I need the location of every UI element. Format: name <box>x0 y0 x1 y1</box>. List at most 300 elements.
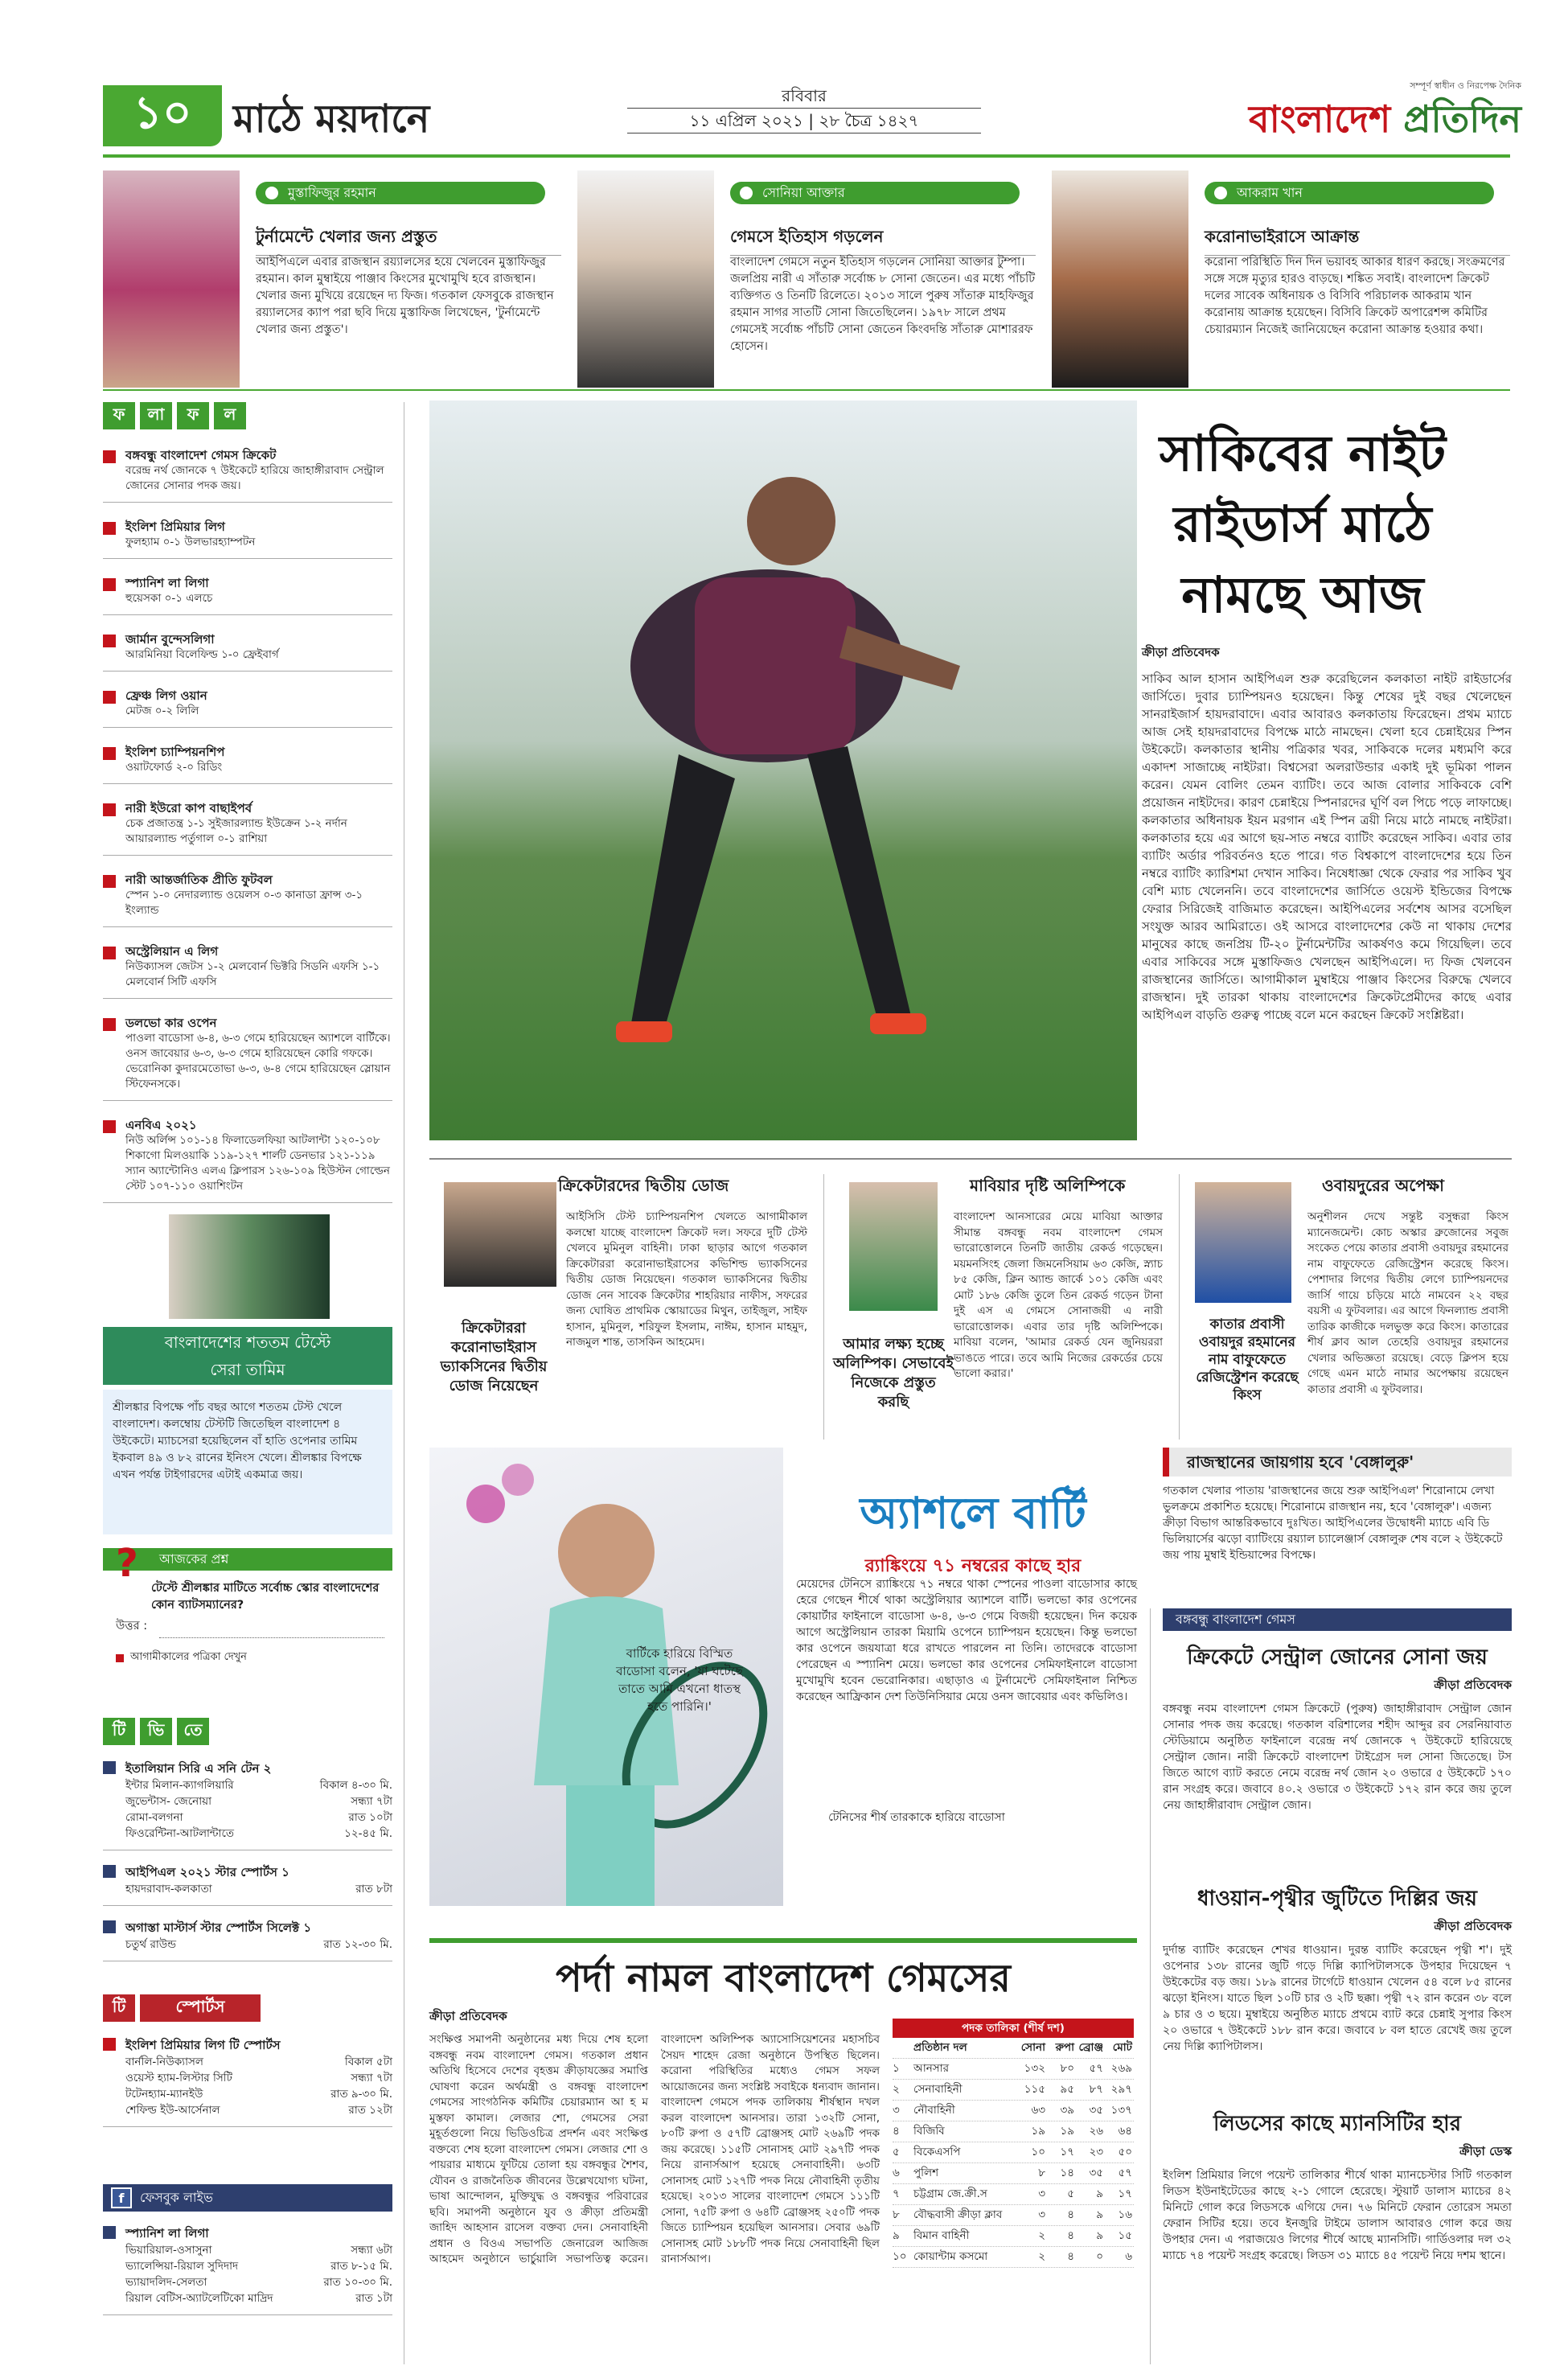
listing-content <box>125 2036 392 2118</box>
result-body: পাওলা বাডোসা ৬-৪, ৬-৩ গেমে হারিয়েছেন অ্যাশলে বার্টিকে। ওনস জাবেয়ার ৬-৩, ৬-৩ গেমে হারিয়েছেন কোরি গফকে। ভেরোনিকা কুদারমেতোভা ৬-৩, ৬-৪ গেমে হারিয়েছেন স্লোয়ান স্টিফেনসকে। <box>125 1032 391 1090</box>
listing-event: ভিয়ারিয়াল-ওসাসুনা <box>125 2244 212 2257</box>
medal-value: ১৫ <box>1118 2229 1132 2242</box>
listing-title: ইংলিশ প্রিমিয়ার লিগ টি স্পোর্টস <box>125 2038 281 2052</box>
results-column <box>103 402 392 1210</box>
medal-value: ১৭ <box>1060 2146 1074 2158</box>
logo-name: বাংলাদেশ প্রতিদিন <box>1248 97 1521 141</box>
date-label: ১১ এপ্রিল ২০২১ | ২৮ চৈত্র ১৪২৭ <box>627 108 981 133</box>
barty-subhead: র‌্যাঙ্কিংয়ে ৭১ নম্বরের কাছে হার <box>864 1556 1082 1576</box>
listing-time: রাত ১০-৩০ মি. <box>323 2276 392 2289</box>
listing-time: রাত ১০টা <box>348 1811 392 1824</box>
medal-value: ৯ <box>1096 2208 1103 2221</box>
listing-title: ইতালিয়ান সিরি এ সনি টেন ২ <box>125 1761 272 1776</box>
result-body: স্পেন ১-০ নেদারল্যান্ড ওয়েলস ০-৩ কানাডা ফ্রান্স ৩-১ ইংল্যান্ড <box>125 889 363 917</box>
strip-text: বাংলাদেশ গেমসে নতুন ইতিহাস গড়লেন সোনিয়া আক্তার টুম্পা। জলপ্রিয় নারী এ সাঁতারু সর্বোচ্চ ৮ সোনা জেতেন। এর মধ্যে পাঁচটি ব্যক্তিগত ও তিনটি রিলেতে। ২০১৩ সালে পুরুষ সাঁতারু মাহফিজুর রহমান সাগর সাতটি সোনা জিতেছিলেন। ১৯৭৮ সালে প্রথম গেমসেই সর্বোচ্চ পাঁচটি সোনা জেতেন কিংবদন্তি সাঁতারু মোশাররফ হোসেন। <box>730 256 1036 353</box>
medal-row <box>893 2226 1134 2247</box>
listing-tab: তে <box>177 1718 209 1745</box>
result-title: ইংলিশ চ্যাম্পিয়নশিপ <box>125 745 225 759</box>
listing-event: হায়দরাবাদ-কলকাতা <box>125 1883 212 1896</box>
listing-content <box>125 1919 392 1953</box>
listing-event: শেফিল্ড ইউ-আর্সেনাল <box>125 2104 220 2117</box>
lead-body: সাকিব আল হাসান আইপিএল শুরু করেছিলেন কলকাতা নাইট রাইডার্সের জার্সিতে। দুবার চ্যাম্পিয়নও হয়েছেন। কিন্তু শেষের দুই বছর খেলেছেন সানরাইজার্স হায়দরাবাদে। এবার আবারও কলকাতায় ফিরেছেন। প্রথম ম্যাচে আজ সেই হায়দরাবাদের বিপক্ষে মাঠে নামছেন। খেলা হবে চেন্নাইয়ের স্পিন উইকেটে। কলকাতার স্থানীয় পত্রিকার খবর, সাকিবকে দলের মধ্যমণি করে একাদশ সাজাচ্ছে নাইটরা। বিশ্বসেরা অলরাউন্ডার একাই দুই ভূমিকা পালন করেন। যেমন বোলিং তেমন ব্যাটিং। তবে আজ বোলার সাকিবকে বেশি প্রয়োজন নাইটদের। কারণ চেন্নাইয়ে স্পিনারদের ঘূর্ণি বল পিচে পড়ে লাফাচ্ছে। কলকাতার অধিনায়ক ইয়ন মরগান এই স্পিন ত্রয়ী নিয়ে মাঠে নামছে নাইটরা। কলকাতার হয়ে এর আগে ছয়-সাত নম্বরে ব্যাটিং করেছেন সাকিব। এবার তার ব্যাটিং অর্ডার পরিবর্তনও হতে পারে। গত বিশ্বকাপে বাংলাদেশের হয়ে তিন নম্বরে ব্যাটিং ক্যারিশমা দেখান সাকিব। নিষেধাজ্ঞা থেকে ফেরার পর সাকিব খুব বেশি ম্যাচ খেলেননি। তবে বাংলাদেশের জার্সিতে ওয়েস্ট ইন্ডিজের বিপক্ষে ফেরার সিরিজেই বাজিমাত করেছেন। আইপিএলের সর্বশেষ আসর বসেছিল সংযুক্ত আরব আমিরাতে। ওই আসরে বাংলাদেশের কেউ না থাকায় দেশের মানুষের কাছে জনপ্রিয় টি-২০ টুর্নামেন্টটির আকর্ষণও কমে গিয়েছিল। তবে এবার সাকিবের সঙ্গে মুস্তাফিজও খেলছেন আইপিএলে। দ্য ফিজ খেলবেন রাজস্থানের জার্সিতে। আগামীকাল মুম্বাইয়ে পাঞ্জাব কিংসের বিরুদ্ধে খেলবে রাজস্থান। দুই তারকা থাকায় বাংলাদেশের ক্রিকেটপ্রেমীদের কাছে এবার আইপিএল বাড়তি গুরুত্ব পাচ্ছে বলে মনে করছেন ক্রিকেট সংশ্লিষ্টরা। <box>1142 672 1512 1022</box>
results-tab: লা <box>140 402 172 429</box>
medal-table-header-row: প্রতিষ্ঠান দল সোনা রুপা ব্রোঞ্জ মোট <box>893 2038 1134 2059</box>
story-body: অনুশীলন দেখে সন্তুষ্ট বসুন্ধরা কিংস ম্যানেজমেন্ট। কোচ অস্কার ব্রুজোনের সবুজ সংকেত পেয়ে কাতার প্রবাসী ওবায়দুর রহমানের নাম বাফুফেতে রেজিস্ট্রেশন করেছে কিংস। পেশাদার লিগের দ্বিতীয় লেগে চ্যাম্পিয়নদের জার্সি গায়ে চড়িয়ে মাঠে নামবেন ২২ বছর বয়সী এ ফুটবলার। এর আগে ফিনল্যান্ড প্রবাসী তারিক কাজীকে দলভুক্ত করে কিংস। কাতারের শীর্ষ ক্লাব আল তেহেরি ওবায়দুর রহমানের খেলার অভিজ্ঞতা রয়েছে। বেড়ে ক্লিপস হয়ে গেছে এমন মাঠে নামার অপেক্ষায় রয়েছেন কাতার প্রবাসী এ ফুটবলার। <box>1307 1210 1508 1396</box>
medal-value: ১১৫ <box>1024 2083 1045 2096</box>
medal-value: ৫ <box>1067 2187 1074 2200</box>
cricket-body: বঙ্গবন্ধু নবম বাংলাদেশ গেমস ক্রিকেটে (পুরুষ) জাহাঙ্গীরাবাদ সেন্ট্রাল জোন সোনার পদক জয় করেছে। গতকাল বরিশালের শহীদ আব্দুর রব সেরনিয়াবাত স্টেডিয়ামে অনুষ্ঠিত ফাইনালে বরেন্দ্র নর্থ জোনকে ৭ উইকেটে হারিয়েছে সেন্ট্রাল জোন। নারী ক্রিকেটে বাংলাদেশ টাইগ্রেস দল সোনা জিতেছে। টস জিতে আগে ব্যাট করতে নেমে বরেন্দ্র নর্থ জোন ২০ ওভারে ৫ উইকেটে ১৭০ রান সংগ্রহ করে। জবাবে ৪০.২ ওভারে ৩ উইকেটে ১৭২ রান করে জয় তুলে নেয় জাহাঙ্গীরাবাদ সেন্ট্রাল জোন। <box>1163 1702 1512 1812</box>
correction-box <box>1163 1448 1512 1570</box>
result-content <box>125 519 255 550</box>
dateline <box>627 84 981 133</box>
listing-title: আইপিএল ২০২১ স্টার স্পোর্টস ১ <box>125 1865 289 1879</box>
listing-event: বার্নলি-নিউক্যাসল <box>125 2056 203 2068</box>
strip-text: আইপিএলে এবার রাজস্থান রয়্যালসের হয়ে খেলবেন মুস্তাফিজুর রহমান। কাল মুম্বাইয়ে পাঞ্জাব কিংসের মুখোমুখি হবে রাজস্থান। খেলার জন্য মুখিয়ে রয়েছেন দ্য ফিজ। গতকাল ফেসবুকে রাজস্থান রয়্যালসের ক্যাপ পরা ছবি দিয়ে মুস্তাফিজ লিখেছেন, 'টুর্নামেন্টে খেলার জন্য প্রস্তুত'। <box>256 256 554 336</box>
listing-content <box>125 1863 392 1897</box>
listing-row <box>125 2258 392 2274</box>
result-title: এনবিএ ২০২১ <box>125 1118 197 1132</box>
facebook-icon: f <box>111 2187 132 2208</box>
correction-title: রাজস্থানের জায়গায় হবে 'বেঙ্গালুরু' <box>1163 1448 1512 1477</box>
logo-tagline: সম্পূর্ণ স্বাধীন ও নিরপেক্ষ দৈনিক <box>1410 80 1521 91</box>
medal-value: ৮ <box>1038 2167 1045 2179</box>
medal-value: ৩৫ <box>1089 2167 1103 2179</box>
strip-text: করোনা পরিস্থিতি দিন দিন ভয়াবহ আকার ধারণ করছে। সংক্রমণের সঙ্গে সঙ্গে মৃত্যুর হারও বাড়ছে। শঙ্কিত সবাই। বাংলাদেশ ক্রিকেট দলের সাবেক অধিনায়ক ও বিসিবি পরিচালক আকরাম খান করোনায় আক্রান্ত হয়েছেন। বিসিবি ক্রিকেট অপারেশন্স কমিটির চেয়ারম্যান নিজেই জানিয়েছেন করোনা আক্রান্ত হওয়ার কথা। <box>1205 256 1505 336</box>
column-divider <box>823 1174 824 1440</box>
mabia-photo <box>849 1182 938 1311</box>
medal-value: ২ <box>1038 2250 1045 2263</box>
facebook-live <box>103 2184 392 2315</box>
result-content <box>125 447 392 494</box>
quiz-footer <box>103 1638 392 1666</box>
shakib-figure <box>429 400 1137 1140</box>
result-bullet-icon <box>103 635 116 647</box>
strip-title: করোনাভাইরাসে আক্রান্ত <box>1205 225 1510 256</box>
strip-name: আকরাম খান <box>1205 182 1494 204</box>
result-content <box>125 575 212 606</box>
listing-event: ভ্যালেন্সিয়া-রিয়াল সুদিদাদ <box>125 2260 239 2273</box>
section-title: মাঠে ময়দানে <box>233 97 430 142</box>
result-body: চেক প্রজাতন্ত্র ১-১ সুইজারল্যান্ড ইউক্রেন ১-২ নর্দান আয়ারল্যান্ড পর্তুগাল ০-১ রাশিয়া <box>125 817 347 845</box>
result-bullet-icon <box>103 803 116 816</box>
story-caption: আমার লক্ষ্য হচ্ছে অলিম্পিক। সেভাবেই নিজেকে প্রস্তুত করছি <box>833 1336 954 1411</box>
column-divider <box>1150 1608 1151 2364</box>
medal-row <box>893 2101 1134 2121</box>
medal-value: ৯ <box>893 2229 900 2242</box>
strip-name: মুস্তাফিজুর রহমান <box>256 182 545 204</box>
medal-value: ৯৫ <box>1060 2083 1074 2096</box>
medal-value: ২৯৭ <box>1110 2083 1132 2096</box>
story-body: বাংলাদেশ আনসারের মেয়ে মাবিয়া আক্তার সীমান্ত বঙ্গবন্ধু নবম বাংলাদেশ গেমস ভারোত্তোলনে তিনটি জাতীয় রেকর্ড গড়েছেন। ময়মনসিংহ জেলা জিমনেসিয়াম ৬৩ কেজি, স্ন্যাচ ৮৫ কেজি, ক্লিন অ্যান্ড জার্কে ১০১ কেজি এবং মোট ১৮৬ কেজি তুলে তিন রেকর্ড গড়েন টানা দুই এস এ গেমসে সোনাজয়ী এ নারী ভারোত্তোলক। এবার তার দৃষ্টি অলিম্পিকে। মাবিয়া বলেন, 'আমার রেকর্ড যেন জুনিয়ররা ভাঙতে পারে। তবে আমি নিজের রেকর্ডের চেয়ে ভালো করার।' <box>954 1210 1163 1380</box>
result-body: ফুলহ্যাম ০-১ উলভারহ্যাম্পটন <box>125 536 256 548</box>
medal-value: ৩৯ <box>1060 2104 1074 2117</box>
tamim-text: শ্রীলঙ্কার বিপক্ষে পাঁচ বছর আগে শততম টেস্ট খেলে বাংলাদেশ। কলম্বোয় টেস্টটি জিতেছিল বাংলাদেশ ৪ উইকেটে। ম্যাচসেরা হয়েছিলেন বাঁ হাতি ওপেনার তামিম ইকবাল ৪৯ ও ৮২ রানের ইনিংস খেলে। শ্রীলঙ্কার বিপক্ষে এখন পর্যন্ত টাইগারদের এটাই একমাত্র জয়। <box>103 1390 392 1534</box>
listing-tab: ভি <box>140 1718 172 1745</box>
medal-value: ৪ <box>893 2125 900 2138</box>
personality-strip <box>103 162 1510 396</box>
quiz-answer-label: উত্তর : <box>116 1620 148 1633</box>
results-list <box>103 447 392 1203</box>
result-item <box>103 800 392 856</box>
result-item <box>103 1117 392 1203</box>
medal-team: নৌবাহিনী <box>913 2104 955 2117</box>
medal-value: ১৪ <box>1060 2167 1074 2179</box>
listing-block <box>103 2224 392 2315</box>
listing-time: রাত ৮টা <box>355 1883 392 1896</box>
medal-value: ৩৫ <box>1089 2104 1103 2117</box>
medal-value: ৬ <box>1125 2250 1132 2263</box>
medal-team: কোয়ান্টাম কসমো <box>913 2250 988 2263</box>
lead-headline: সাকিবের নাইট রাইডার্স মাঠে নামছে আজ <box>1159 424 1447 624</box>
medal-team: সেনাবাহিনী <box>913 2083 963 2096</box>
medal-value: ৫০ <box>1118 2146 1132 2158</box>
result-item <box>103 744 392 784</box>
city-body: ইংলিশ প্রিমিয়ার লিগে পয়েন্ট তালিকার শীর্ষে থাকা ম্যানচেস্টার সিটি গতকাল লিডস ইউনাইটেডের কাছে ২-১ গোলে হেরেছে। স্টুয়ার্ট ডালাস ম্যাচের ৪২ মিনিটে গোল করে লিডসকে এগিয়ে দেন। ৭৬ মিনিটে ফেরান তোরেস সমতা ফেরান সিটির হয়ে। তবে ইনজুরি টাইমে ডালাস আবারও গোল করে জয় উপহার দেন। এ পরাজয়েও লিগের শীর্ষে আছে ম্যানসিটি। গার্ডিওলার দল ৩২ ম্যাচে ৭৪ পয়েন্ট সংগ্রহ করেছে। লিডস ৩১ ম্যাচে ৪৫ পয়েন্ট নিয়ে দশম স্থানে। <box>1163 2169 1512 2262</box>
result-title: স্প্যানিশ লা লিগা <box>125 576 209 590</box>
result-body: নিউক্যাসল জেটস ১-২ মেলবোর্ন ভিক্টরি সিডনি এফসি ১-১ মেলবোর্ন সিটি এফসি <box>125 960 380 988</box>
story-title: ওবায়দুরের অপেক্ষা <box>1322 1176 1444 1195</box>
correction-text: গতকাল খেলার পাতায় 'রাজস্থানের জয়ে শুরু আইপিএল' শিরোনামে লেখা ভুলক্রমে প্রকাশিত হয়েছে। শিরোনামে রাজস্থান নয়, হবে 'বেঙ্গালুরু'। এজন্য ক্রীড়া বিভাগ আন্তরিকভাবে দুঃখিত। আইপিএলের উদ্বোধনী ম্যাচে এবি ডি ভিলিয়ার্সের ঝড়ো ব্যাটিংয়ে রয়্যাল চ্যালেঞ্জার্স বেঙ্গালুরু শেষ বলে ২ উইকেটে জয় পায় মুম্বাই ইন্ডিয়ান্সের বিপক্ষে। <box>1163 1485 1503 1562</box>
listing-row <box>125 1809 392 1826</box>
tsports-listings <box>103 1994 392 2127</box>
medal-row <box>893 2205 1134 2226</box>
question-mark-icon: ? <box>116 1541 138 1586</box>
result-body: হুয়েসকা ০-১ এলচে <box>125 592 213 605</box>
result-title: অস্ট্রেলিয়ান এ লিগ <box>125 944 219 959</box>
header-rule <box>103 154 1510 158</box>
result-content <box>125 631 279 663</box>
city-byline: ক্রীড়া ডেস্ক <box>1459 2144 1512 2158</box>
barty-caption: টেনিসের শীর্ষ তারকাকে হারিয়ে বাডোসা <box>828 1811 1005 1824</box>
medal-value: ২ <box>1038 2229 1045 2242</box>
medal-value: ৩ <box>1038 2208 1045 2221</box>
listing-event: ফিওরেন্টিনা-আটলান্টাতে <box>125 1827 235 1840</box>
lead-rule <box>429 1158 1512 1160</box>
result-title: নারী ইউরো কাপ বাছাইপর্ব <box>125 801 252 815</box>
medal-team: বিকেএসপি <box>913 2146 961 2158</box>
medal-table <box>893 2019 1134 2268</box>
barty-header <box>796 1480 1150 1582</box>
listing-event: ইন্টার মিলান-ক্যাগলিয়ারি <box>125 1779 234 1792</box>
story-mabia <box>833 1174 1171 1440</box>
result-bullet-icon <box>103 1018 116 1031</box>
listing-event: জুভেন্টাস- জেনোয়া <box>125 1795 211 1808</box>
medal-value: ২৬ <box>1089 2125 1103 2138</box>
barty-body: মেয়েদের টেনিসে র‌্যাঙ্কিংয়ে ৭১ নম্বরে থাকা স্পেনের পাওলা বাডোসার কাছে হেরে গেছেন শীর্ষে থাকা অস্ট্রেলিয়ার অ্যাশলে বার্টি। ভলভো কার ওপেনের কোয়ার্টার ফাইনালে বাডোসা ৬-৪, ৬-৩ গেমে বিজয়ী হয়েছেন। দিন কয়েক আগে অস্ট্রেলিয়ান তারকা মিয়ামি ওপেনে চ্যাম্পিয়ন হয়েছেন। কিন্তু ভলভো কার ওপেনে জয়যাত্রা ধরে রাখতে পারলেন না তিনি। তাদেরকে বাডোসা পেরেছেন এ স্প্যানিশ মেয়ে। ভলভো কার ওপেনের সেমিফাইনালে বাডোসা মুখোমুখি হবেন ভেরোনিকার। এছাড়াও এ টুর্নামেন্টে সেমিফাইনাল নিশ্চিত করেছেন আফ্রিকান দেশ তিউনিসিয়ার মেয়ে ওনস জাবেয়ার এবং কভিলিও। <box>796 1578 1137 1703</box>
medal-value: ২৩ <box>1089 2146 1103 2158</box>
listing-block <box>103 1760 392 1850</box>
sonia-photo <box>577 170 714 388</box>
facebook-heading-text: ফেসবুক লাইভ <box>140 2189 213 2205</box>
cricket-byline: ক্রীড়া প্রতিবেদক <box>1434 1678 1512 1692</box>
medal-row <box>893 2080 1134 2101</box>
medal-value: ৪ <box>1067 2250 1074 2263</box>
medal-team: বিমান বাহিনী <box>913 2229 970 2242</box>
result-bullet-icon <box>103 450 116 463</box>
akram-photo <box>1052 170 1188 388</box>
listing-row <box>125 2274 392 2290</box>
listing-time: রাত ১২টা <box>348 2104 392 2117</box>
listing-event: ওয়েস্ট হ্যাম-লিস্টার সিটি <box>125 2072 232 2084</box>
listing-event: রিয়াল বেটিস-অ্যাটলেটিকো মাদ্রিদ <box>125 2292 273 2305</box>
barty-story <box>796 1576 1137 1705</box>
medal-value: ১০ <box>1031 2146 1045 2158</box>
result-bullet-icon <box>103 522 116 535</box>
city-story <box>1163 2107 1512 2264</box>
result-content <box>125 688 207 719</box>
medal-value: ৯ <box>1096 2187 1103 2200</box>
strip-title: গেমসে ইতিহাস গড়লেন <box>730 225 1036 256</box>
result-item <box>103 575 392 615</box>
medal-value: ১৭ <box>1118 2187 1132 2200</box>
listing-block <box>103 1863 392 1906</box>
games-body: সংক্ষিপ্ত সমাপনী অনুষ্ঠানের মধ্য দিয়ে শেষ হলো বঙ্গবন্ধু নবম বাংলাদেশ গেমস। গতকাল প্রধান অতিথি হিসেবে দেশের বৃহত্তম ক্রীড়াযজ্ঞের সমাপ্তি ঘোষণা করেন অর্থমন্ত্রী ও বঙ্গবন্ধু বাংলাদেশ গেমসের সাংগঠনিক কমিটির চেয়ারম্যান আ হ ম মুস্তফা কামাল। লেজার শো, গেমসের সেরা মুহূর্তগুলো নিয়ে ভিডিওচিত্র প্রদর্শন এবং সংক্ষিপ্ত বক্তব্যে শেষ হলো বাংলাদেশ গেমস। লেজার শো ও পায়রার মাধ্যমে ফুটিয়ে তোলা হয় বঙ্গবন্ধুর শৈশব, যৌবন ও রাজনৈতিক জীবনের উল্লেখযোগ্য ঘটনা, ভাষা আন্দোলন, মুক্তিযুদ্ধ ও বঙ্গবন্ধুর পরিবারের ছবি। সমাপনী অনুষ্ঠানে যুব ও ক্রীড়া প্রতিমন্ত্রী জাহিদ আহসান রাসেল বক্তব্য দেন। সেনাবাহিনী প্রধান ও বিওএ সভাপতি জেনারেল আজিজ আহমেদ অনুষ্ঠানে ভার্চুয়ালি সভাপতিত্ব করেন। বাংলাদেশ অলিম্পিক অ্যাসোসিয়েশনের মহাসচিব সৈয়দ শাহেদ রেজা অনুষ্ঠানে উপস্থিত ছিলেন। করোনা পরিস্থিতির মধ্যেও গেমস সফল আয়োজনের জন্য সংশ্লিষ্ট সবাইকে ধন্যবাদ জানান। বাংলাদেশ গেমসে পদক তালিকায় শীর্ষস্থান দখল করল বাংলাদেশ আনসার। তারা ১৩২টি সোনা, ৮০টি রুপা ও ৫৭টি ব্রোঞ্জসহ মোট ২৬৯টি পদক জয় করেছে। ১১৫টি সোনাসহ মোট ২৯৭টি পদক নিয়ে রানার্সআপ হয়েছে সেনাবাহিনী। ৬৩টি সোনাসহ মোট ১২৭টি পদক নিয়ে নৌবাহিনী তৃতীয় হয়েছে। ২০১৩ সালের বাংলাদেশ গেমসে ১১১টি সোনা, ৭৫টি রুপা ও ৬৪টি ব্রোঞ্জসহ ২৫০টি পদক জিতে চ্যাম্পিয়ন হয়েছিল আনসার। সেবার ৬৯টি সোনাসহ মোট ১৮৮টি পদক নিয়ে সেনাবাহিনী ছিল রানার্সআপ। <box>429 2033 880 2265</box>
medal-team: বিজিবি <box>913 2125 945 2138</box>
medal-team: পুলিশ <box>913 2167 939 2179</box>
result-title: নারী আন্তর্জাতিক প্রীতি ফুটবল <box>125 873 273 887</box>
shakib-photo <box>429 400 1137 1140</box>
tamim-heading-2: সেরা তামিম <box>210 1360 285 1379</box>
bullet-icon <box>116 1654 124 1662</box>
medal-row <box>893 2121 1134 2142</box>
listing-tab: টি <box>103 1718 135 1745</box>
delhi-headline: ধাওয়ান-পৃথ্বীর জুটিতে দিল্লির জয় <box>1197 1887 1478 1911</box>
games-tag: বঙ্গবন্ধু বাংলাদেশ গেমস <box>1163 1608 1512 1631</box>
story-caption: ক্রিকেটাররা করোনাভাইরাস ভ্যাকসিনের দ্বিতীয় ডোজ নিয়েছেন <box>440 1320 548 1394</box>
listing-row <box>125 1937 392 1953</box>
result-body: বরেন্দ্র নর্থ জোনকে ৭ উইকেটে হারিয়ে জাহাঙ্গীরাবাদ সেন্ট্রাল জোনের সোনার পদক জয়। <box>125 464 384 492</box>
lead-byline: ক্রীড়া প্রতিবেদক <box>1142 645 1220 659</box>
strip-name: সোনিয়া আক্তার <box>730 182 1020 204</box>
medal-rows <box>893 2059 1134 2268</box>
result-item <box>103 943 392 999</box>
listing-time: রাত ৯-৩০ মি. <box>330 2088 392 2101</box>
result-bullet-icon <box>103 1120 116 1133</box>
results-tab: ল <box>214 402 246 429</box>
medal-value: ৪ <box>1067 2208 1074 2221</box>
medal-value: ৫৭ <box>1118 2167 1132 2179</box>
quiz-footer-text: আগামীকালের পত্রিকা দেখুন <box>130 1651 247 1663</box>
result-item <box>103 688 392 728</box>
page-number: ১০ <box>103 85 222 146</box>
story-title: মাবিয়ার দৃষ্টি অলিম্পিকে <box>970 1176 1126 1195</box>
medal-value: ৬ <box>893 2167 900 2179</box>
listing-tab: টি <box>103 1994 135 2022</box>
result-item <box>103 519 392 559</box>
result-body: আরমিনিয়া বিলেফিল্ড ১-০ ফ্রেইবার্গ <box>125 648 279 661</box>
listing-event: টটেনহ্যাম-ম্যানইউ <box>125 2088 203 2101</box>
story-vaccine <box>429 1174 815 1440</box>
medal-value: ৮০ <box>1060 2062 1074 2075</box>
medal-value: ২৬৯ <box>1110 2062 1132 2075</box>
medal-value: ৬৩ <box>1031 2104 1045 2117</box>
medal-value: ১৩২ <box>1024 2062 1045 2075</box>
quiz-box <box>103 1541 392 1666</box>
medal-value: ৭ <box>893 2187 900 2200</box>
listing-tabs <box>103 1718 392 1747</box>
barty-quote: বার্টিকে হারিয়ে বিস্মিত বাডোসা বলেন, 'যা ঘটেছে তাতে আমি এখনো ধাতস্থ হতে পারিনি।' <box>616 1646 743 1714</box>
medal-value: ৬৪ <box>1118 2125 1132 2138</box>
listing-time: রাত ১২-৩০ মি. <box>323 1938 392 1951</box>
listing-bullet-icon <box>103 1920 116 1933</box>
result-title: জার্মান বুন্দেসলিগা <box>125 632 215 647</box>
medal-row <box>893 2247 1134 2268</box>
listing-bullet-icon <box>103 1865 116 1878</box>
listing-time: সন্ধ্যা ৭টা <box>351 1795 392 1808</box>
listing-block <box>103 1919 392 1961</box>
strip-card-sonia <box>577 162 1036 396</box>
medal-row <box>893 2184 1134 2205</box>
medal-value: ১ <box>893 2062 900 2075</box>
listing-block <box>103 2036 392 2127</box>
listing-tabs <box>103 1994 392 2023</box>
medal-row <box>893 2163 1134 2184</box>
medal-value: ৩ <box>1038 2187 1045 2200</box>
medal-value: ১৯ <box>1031 2125 1045 2138</box>
listing-content <box>125 2224 392 2306</box>
medal-value: ২ <box>893 2083 900 2096</box>
listing-bullet-icon <box>103 2226 116 2239</box>
medal-team: চট্টগ্রাম জে.ক্রী.স <box>913 2187 987 2200</box>
results-tab: ফ <box>177 402 209 429</box>
listing-row <box>125 2102 392 2118</box>
listing-bullet-icon <box>103 1761 116 1774</box>
strip-title: টুর্নামেন্টে খেলার জন্য প্রস্তুত <box>256 225 561 256</box>
listing-time: সন্ধ্যা ৬টা <box>351 2244 392 2257</box>
listing-row <box>125 2086 392 2102</box>
result-item <box>103 447 392 503</box>
medal-value: ৮ <box>893 2208 900 2221</box>
listing-event: চতুর্থ রাউন্ড <box>125 1938 177 1951</box>
listing-time: রাত ৮-১৫ মি. <box>330 2260 392 2273</box>
strip-card-mustafiz <box>103 162 561 396</box>
result-title: ইংলিশ প্রিমিয়ার লিগ <box>125 520 225 534</box>
medal-row <box>893 2142 1134 2163</box>
result-bullet-icon <box>103 691 116 704</box>
story-body: আইসিসি টেস্ট চ্যাম্পিয়নশিপ খেলতে আগামীকাল কলম্বো যাচ্ছে বাংলাদেশ ক্রিকেট দল। সফরে দুটি টেস্ট খেলবে মুমিনুল বাহিনী। ঢাকা ছাড়ার আগে গতকাল ক্রিকেটাররা করোনাভাইরাসের কভিশিল্ড ভ্যাকসিনের দ্বিতীয় ডোজ নিয়েছেন। গতকাল ভ্যাকসিনের দ্বিতীয় ডোজ নেন সাবেক ক্রিকেটার শাহরিয়ার নাফীস, সফরের জন্য ঘোষিত প্রাথমিক স্কোয়াডের মিথুন, তাইজুল, সাইফ হাসান, মুমিনুল, শরিফুল ইসলাম, নাঈম, হাসান মাহমুদ, নাজমুল শান্ত, তাসকিন আহমেদ। <box>566 1210 807 1349</box>
games-story <box>429 2007 880 2268</box>
result-title: ফ্রেঞ্চ লিগ ওয়ান <box>125 688 207 703</box>
listing-bullet-icon <box>103 2038 116 2051</box>
strip-rule <box>103 389 1510 391</box>
quiz-heading: আজকের প্রশ্ন <box>103 1548 392 1571</box>
listing-content <box>125 1760 392 1842</box>
medal-value: ৮৭ <box>1089 2083 1103 2096</box>
tamim-photo <box>169 1214 330 1319</box>
medal-value: ৫ <box>893 2146 900 2158</box>
result-title: ডলভো কার ওপেন <box>125 1016 217 1030</box>
city-headline: লিডসের কাছে ম্যানসিটির হার <box>1213 2112 1462 2136</box>
result-body: নিউ অর্লিন্স ১০১-১৪ ফিলাডেলফিয়া আটলান্টা ১২০-১০৮ শিকাগো মিলওয়াকি ১১৯-১২৭ শার্লট ডেনভার ১২১-১১৯ স্যান অ্যান্টোনিও এলএ ক্লিপারস ১২৬-১০৯ হিউস্টন গোল্ডেন স্টেট ১০৭-১১০ ওয়াশিংটন <box>125 1134 390 1193</box>
medal-value: ৩ <box>893 2104 900 2117</box>
delhi-story <box>1163 1882 1512 2055</box>
medal-value: ৪ <box>1067 2229 1074 2242</box>
listing-time: সন্ধ্যা ৭টা <box>351 2072 392 2084</box>
listing-event: ভ্যায়াদলিদ-সেলতা <box>125 2276 207 2289</box>
obaidur-photo <box>1195 1182 1291 1303</box>
medal-value: ০ <box>1096 2250 1103 2263</box>
delhi-body: দুর্দান্ত ব্যাটিং করেছেন শেখর ধাওয়ান। দুরন্ত ব্যাটিং করেছেন পৃথ্বী শ'। দুই ওপেনার ১৩৮ রানের জুটি গড়ে দিল্লি ক্যাপিটালসকে উপহার দিয়েছেন ৭ উইকেটের বড় জয়। ১৮৯ রানের টার্গেটে ধাওয়ান খেলেন ৫৪ বলে ৮৫ রানের ঝড়ো ইনিংস। যাতে ছিল ১০টি চার ও ২টি ছক্কা। পৃথ্বী ৭২ রান করেন ৩৮ বলে ৯ চার ও ৩ ছয়ে। মুম্বাইয়ে অনুষ্ঠিত ম্যাচে প্রথমে ব্যাট করে চেন্নাই সুপার কিংস ২০ ওভারে ৭ উইকেটে ১৮৮ রান করে। জবাবে ৮ বল হাতে রেখেই জয় তুলে নেয় দিল্লি ক্যাপিটালস। <box>1163 1944 1512 2053</box>
games-headline: পর্দা নামল বাংলাদেশ গেমসের <box>429 1938 1137 2001</box>
result-title: বঙ্গবন্ধু বাংলাদেশ গেমস ক্রিকেট <box>125 448 277 462</box>
result-content <box>125 1015 392 1092</box>
cricket-story <box>1163 1608 1512 1813</box>
listing-row <box>125 2290 392 2306</box>
cricket-headline: ক্রিকেটে সেন্ট্রাল জোনের সোনা জয় <box>1187 1645 1488 1670</box>
result-bullet-icon <box>103 747 116 760</box>
listing-title: অগাস্তা মাস্টার্স স্টার স্পোর্টস সিলেক্ট ১ <box>125 1920 312 1935</box>
mustafiz-photo <box>103 170 240 388</box>
result-content <box>125 1117 392 1194</box>
results-tabs <box>103 402 392 431</box>
result-item <box>103 1015 392 1101</box>
facebook-list <box>103 2224 392 2315</box>
masthead-logo[interactable] <box>1238 79 1521 151</box>
medal-team: আনসার <box>913 2062 950 2075</box>
results-tab: ফ <box>103 402 135 429</box>
column-divider <box>1179 1174 1180 1440</box>
result-bullet-icon <box>103 875 116 888</box>
listing-tab: স্পোর্টস <box>140 1994 261 2022</box>
listing-time: ১২-৪৫ মি. <box>344 1827 392 1840</box>
result-content <box>125 872 392 918</box>
medal-value: ৫৭ <box>1089 2062 1103 2075</box>
story-obaidur <box>1187 1174 1512 1440</box>
listing-row <box>125 2070 392 2086</box>
medal-row <box>893 2059 1134 2080</box>
medal-value: ১৯ <box>1060 2125 1074 2138</box>
medal-value: ১৩৭ <box>1110 2104 1132 2117</box>
quiz-question: টেস্টে শ্রীলঙ্কার মাটিতে সর্বোচ্চ স্কোর বাংলাদেশের কোন ব্যাটসম্যানের? <box>151 1582 380 1612</box>
result-bullet-icon <box>103 578 116 591</box>
medal-value: ১০ <box>893 2250 907 2263</box>
listing-row <box>125 1777 392 1793</box>
listing-row <box>125 1881 392 1897</box>
result-content <box>125 800 392 847</box>
listing-title: স্প্যানিশ লা লিগা <box>125 2226 209 2241</box>
result-content <box>125 744 224 775</box>
day-label: রবিবার <box>782 86 827 105</box>
story-caption: কাতার প্রবাসী ওবায়দুর রহমানের নাম বাফুফেতে রেজিস্ট্রেশন করেছে কিংস <box>1196 1316 1299 1403</box>
listing-row <box>125 2054 392 2070</box>
tamim-heading <box>103 1327 392 1385</box>
listing-time: বিকাল ৪-৩০ মি. <box>319 1779 392 1792</box>
result-content <box>125 943 392 990</box>
listing-row <box>125 2242 392 2258</box>
vaccine-photo <box>444 1182 556 1287</box>
listing-row <box>125 1826 392 1842</box>
tv-listings <box>103 1718 392 1961</box>
games-byline: ক্রীড়া প্রতিবেদক <box>429 2009 507 2023</box>
story-title: ক্রিকেটারদের দ্বিতীয় ডোজ <box>558 1176 729 1195</box>
result-body: ওয়াটফোর্ড ২-০ রিডিং <box>125 761 223 774</box>
medal-value: ৯ <box>1096 2229 1103 2242</box>
listing-time: বিকাল ৫টা <box>344 2056 392 2068</box>
facebook-heading <box>103 2184 392 2212</box>
strip-card-akram <box>1052 162 1510 396</box>
medal-table-heading: পদক তালিকা (শীর্ষ দশ) <box>893 2019 1134 2038</box>
medal-value: ১৬ <box>1118 2208 1132 2221</box>
delhi-byline: ক্রীড়া প্রতিবেদক <box>1434 1919 1512 1933</box>
result-bullet-icon <box>103 947 116 959</box>
result-item <box>103 631 392 672</box>
result-item <box>103 872 392 927</box>
lead-story <box>1142 643 1512 1024</box>
barty-headline: অ্যাশলে বার্টি <box>860 1488 1086 1538</box>
listing-event: রোমা-বলগনা <box>125 1811 183 1824</box>
tamim-heading-1: বাংলাদেশের শততম টেস্টে <box>164 1333 331 1352</box>
result-body: মেটজ ০-২ লিলি <box>125 704 199 717</box>
